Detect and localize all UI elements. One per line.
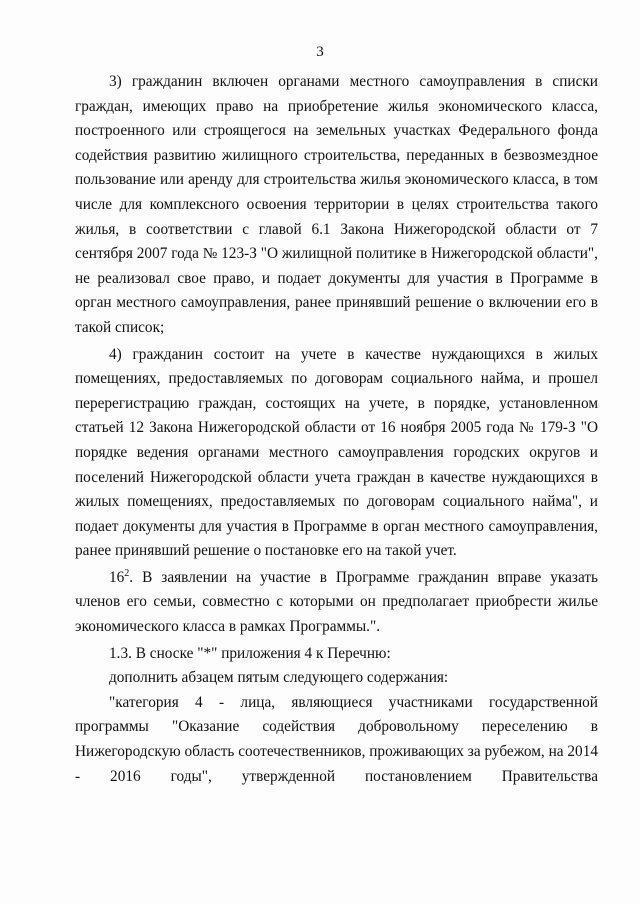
paragraph-category-4: "категория 4 - лица, являющиеся участниками государственной программы "Оказание содействия добровольному переселению в Нижегородскую область соотечественников, проживающих за рубежом, на 2014 - 2016 годы", утвержденной постановлением Правительства [75,693,598,785]
paragraph-item-4: 4) гражданин состоит на учете в качестве нуждающихся в жилых помещениях, предоставляемых по договорам социального найма, и прошел перерегистрацию граждан, состоящих на учете, в порядке, установленном статьей 12 Закона Нижегородской области от 16 ноября 2005 года № 179-З "О порядке ведения органами местного самоуправления городских округов и поселений Нижегородской области учета граждан в качестве нуждающихся в жилых помещениях, предоставляемых по договорам социального найма", и подает документы для участия в Программе в орган местного самоуправления, ранее принявший решение о постановке его на такой учет. [75,345,598,560]
clause-text: . В заявлении на участие в Программе гражданин вправе указать членов его семьи, совместно с которыми он предполагает приобрести жилье экономического класса в рамках Программы.". [75,568,598,636]
paragraph-clause-16-2 [75,566,598,640]
clause-number: 16 [109,568,125,586]
page-number: 3 [316,44,324,60]
paragraph-item-3: 3) гражданин включен органами местного самоуправления в списки граждан, имеющих право на приобретение жилья экономического класса, построенного или строящегося на земельных участках Федерального фонда содействия развитию жилищного строительства, переданных в безвозмездное пользование или аренду для строительства жилья экономического класса, в том числе для комплексного освоения территории в целях строительства такого жилья, в соответствии с главой 6.1 Закона Нижегородской области от 7 сентября 2007 года № 123-З "О жилищной политике в Нижегородской области", не реализовал свое право, и подает документы для участия в Программе в орган местного самоуправления, ранее принявший решение о включении его в такой список; [75,73,598,336]
paragraph-footnote-amendment: 1.3. В сноске "*" приложения 4 к Перечню: [109,644,391,662]
clause-superscript: 2 [124,567,130,579]
document-body [75,70,598,789]
paragraph-add-instruction: дополнить абзацем пятым следующего содержания: [109,669,449,687]
